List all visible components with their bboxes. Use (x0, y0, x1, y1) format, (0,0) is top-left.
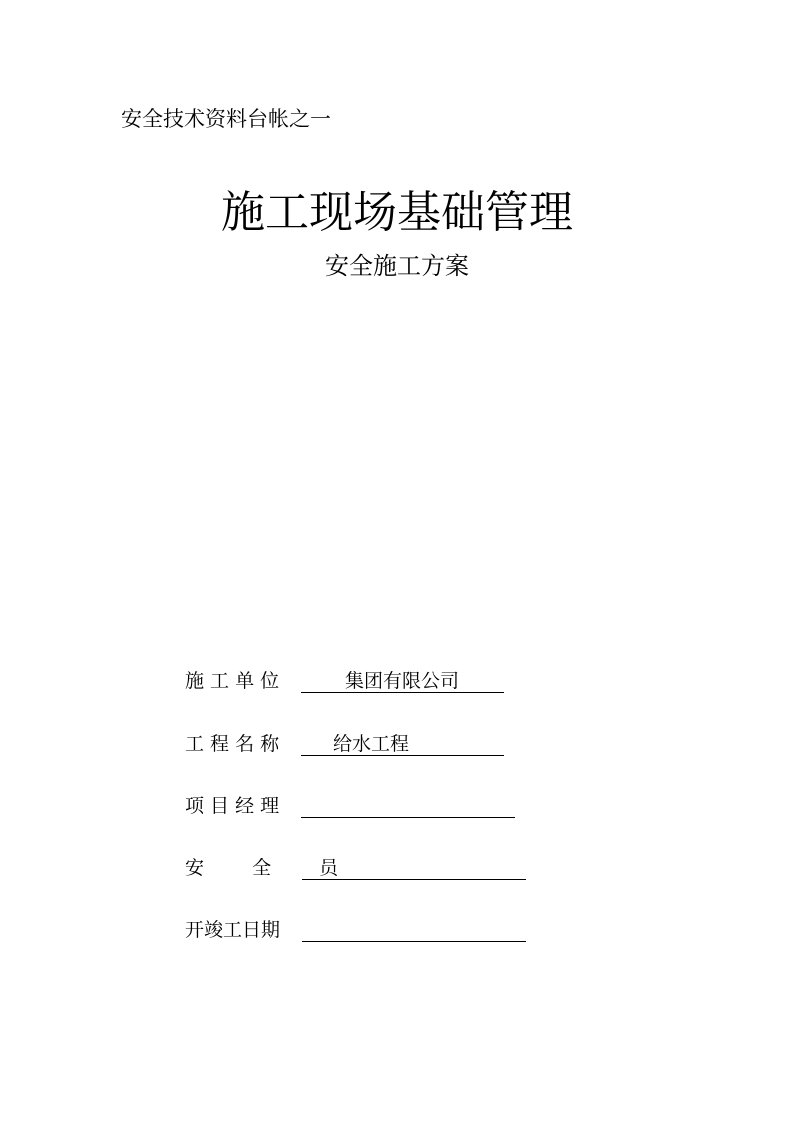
field-safety-officer (185, 853, 535, 883)
document-title: 施工现场基础管理 (221, 187, 573, 238)
field-project-name-label: 工 程 名 称 (185, 733, 280, 755)
field-project-manager-underline (301, 817, 515, 818)
document-subtitle: 安全施工方案 (325, 252, 469, 280)
field-project-name-value: 给水工程 (333, 733, 410, 755)
field-start-end-date-label: 开竣工日期 (185, 919, 281, 941)
field-project-manager (185, 791, 525, 821)
document-series-label: 安全技术资料台帐之一 (121, 107, 331, 131)
field-start-end-date-underline (302, 941, 526, 942)
field-project-name (185, 729, 515, 759)
field-project-manager-label: 项 目 经 理 (185, 795, 280, 817)
field-construction-unit-label: 施 工 单 位 (185, 670, 280, 692)
field-construction-unit-value: 集团有限公司 (345, 670, 460, 692)
field-construction-unit (185, 666, 515, 696)
field-start-end-date (185, 915, 535, 945)
field-safety-officer-underline (302, 879, 526, 880)
field-safety-officer-label: 安 全 员 (185, 857, 351, 879)
